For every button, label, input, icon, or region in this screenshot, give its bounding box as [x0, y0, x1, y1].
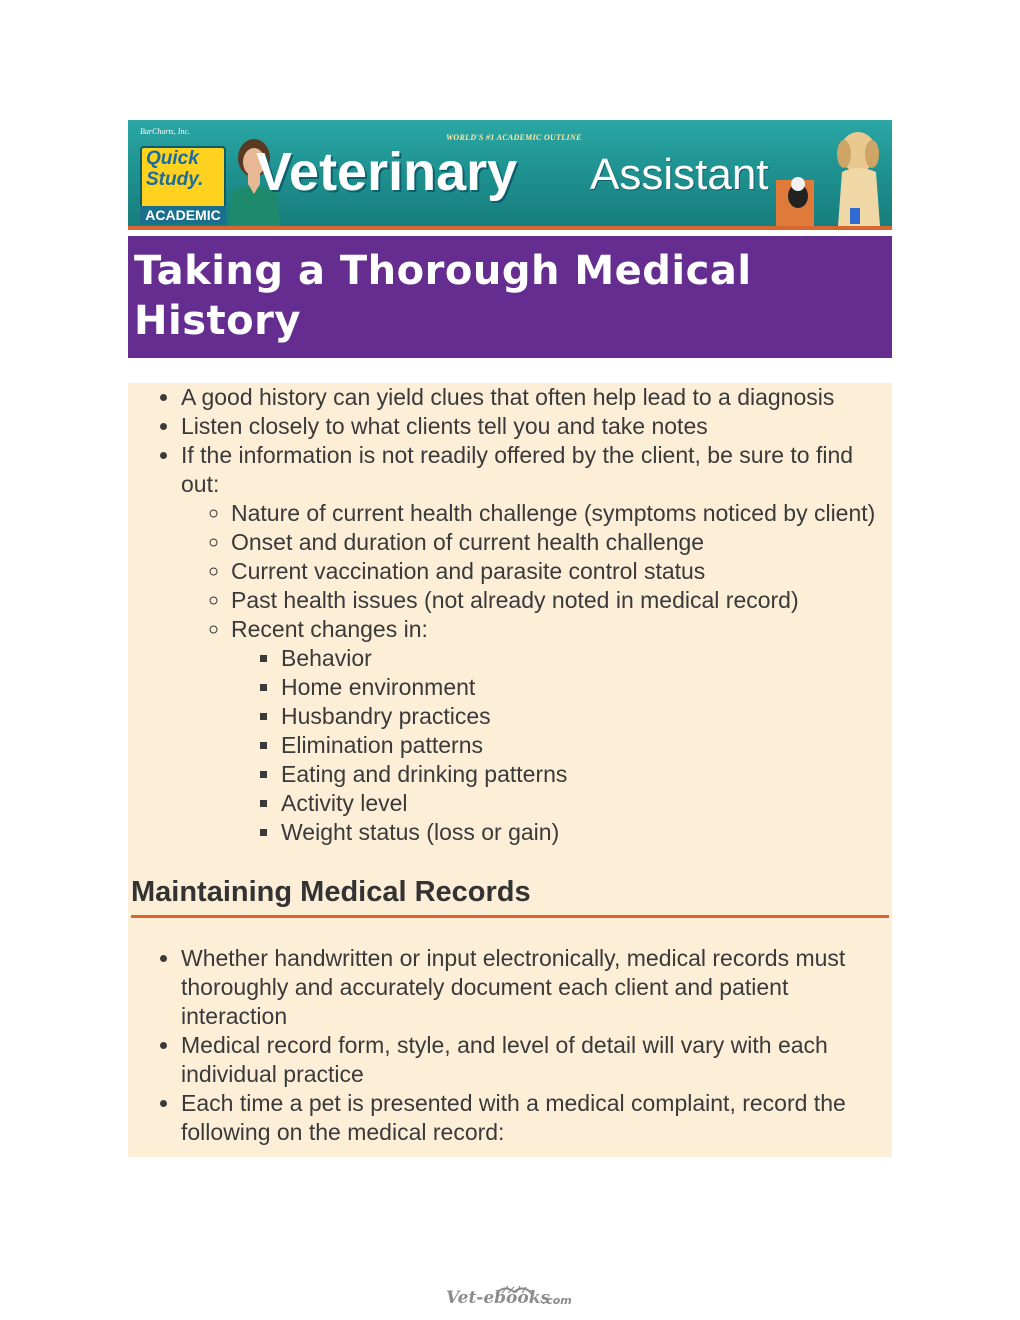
academic-label: ACADEMIC: [140, 206, 226, 224]
list-item: • Whether handwritten or input electronically, medical records must thoroughly and accurately document each client and patient interaction: [181, 944, 892, 1031]
list-item: • Medical record form, style, and level of detail will vary with each individual practice: [181, 1031, 892, 1089]
sublist-item: ◦ Past health issues (not already noted in medical record): [231, 586, 892, 615]
quick-study-logo: [140, 146, 226, 210]
list-item: • A good history can yield clues that often help lead to a diagnosis: [181, 383, 892, 412]
change-item: ▪ Behavior: [281, 644, 892, 673]
header-banner: [128, 120, 892, 230]
history-list: [128, 383, 892, 847]
page: [128, 120, 892, 1157]
tagline: WORLD'S #1 ACADEMIC OUTLINE: [446, 133, 582, 142]
sublist-item: [231, 615, 892, 847]
section-heading-medical-records: Maintaining Medical Records: [131, 875, 889, 918]
change-item: ▪ Elimination patterns: [281, 731, 892, 760]
publisher-label: BarCharts, Inc.: [140, 127, 190, 136]
quick-study-logo-line2: Study.: [146, 169, 204, 190]
sublist-item-text: Recent changes in:: [231, 616, 428, 642]
change-item: ▪ Husbandry practices: [281, 702, 892, 731]
list-item-text: If the information is not readily offered by the client, be sure to find out:: [181, 442, 854, 497]
list-item: • Each time a pet is presented with a medical complaint, record the following on the medical record:: [181, 1089, 892, 1147]
change-item: ▪ Weight status (loss or gain): [281, 818, 892, 847]
list-item: • Listen closely to what clients tell you and take notes: [181, 412, 892, 441]
banner-title-sub: Assistant: [590, 150, 769, 199]
change-item: ▪ Home environment: [281, 673, 892, 702]
dog-and-cat-photo: [776, 124, 892, 226]
watermark-suffix: .com: [542, 1294, 572, 1307]
content-panel: [128, 383, 892, 1157]
banner-title-main: Veterinary: [256, 142, 518, 202]
sublist-item: ◦ Nature of current health challenge (symptoms noticed by client): [231, 499, 892, 528]
change-item: ▪ Eating and drinking patterns: [281, 760, 892, 789]
change-item: ▪ Activity level: [281, 789, 892, 818]
recent-changes-list: [231, 644, 892, 847]
sublist-item: ◦ Onset and duration of current health challenge: [231, 528, 892, 557]
list-item: [181, 441, 892, 847]
footer-watermark: [446, 1284, 576, 1314]
records-list: [128, 944, 892, 1147]
history-sublist: [181, 499, 892, 847]
watermark-text: Vet-ebooks: [446, 1288, 551, 1308]
quick-study-logo-line1: Quick: [146, 148, 199, 169]
sublist-item: ◦ Current vaccination and parasite control status: [231, 557, 892, 586]
page-title: Taking a Thorough Medical History: [128, 236, 892, 358]
